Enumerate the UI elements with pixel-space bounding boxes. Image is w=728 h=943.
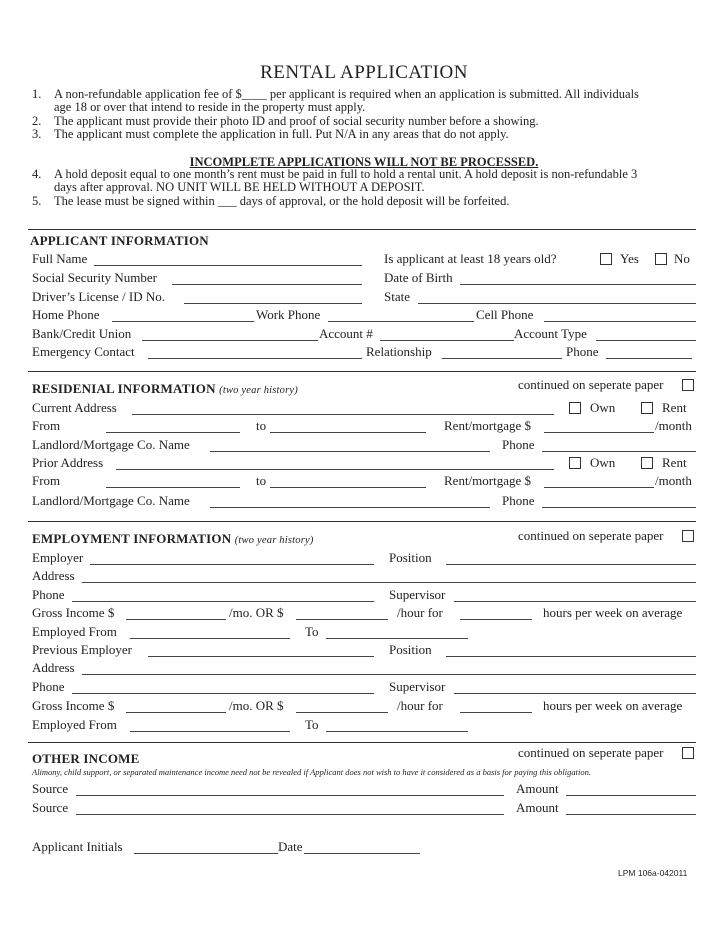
- account-type-field[interactable]: [596, 340, 696, 341]
- prior-own-checkbox[interactable]: [569, 457, 581, 469]
- employed-from-label: Employed From: [32, 624, 117, 639]
- applicant-heading: APPLICANT INFORMATION: [30, 233, 209, 248]
- hours-per-week-field[interactable]: [460, 619, 532, 620]
- prior-landlord-field[interactable]: [210, 507, 490, 508]
- prior-from-field[interactable]: [106, 487, 240, 488]
- age-yes-checkbox[interactable]: [600, 253, 612, 265]
- previous-supervisor-label: Supervisor: [389, 679, 446, 694]
- rule-1: 1. A non-refundable application fee of $____ per applicant is required when an application is submitted. All individuals: [32, 87, 639, 101]
- emergency-label: Emergency Contact: [32, 344, 135, 359]
- current-landlord-field[interactable]: [210, 451, 490, 452]
- current-landlord-phone-field[interactable]: [542, 451, 696, 452]
- gross-income-hourly-field[interactable]: [296, 619, 388, 620]
- rule-5: 5. The lease must be signed within ___ days of approval, or the hold deposit will be forfeited.: [32, 194, 510, 208]
- current-per-month-label: /month: [655, 418, 692, 433]
- emergency-phone-field[interactable]: [606, 358, 692, 359]
- home-phone-label: Home Phone: [32, 307, 100, 322]
- rule-2: 2. The applicant must provide their photo ID and proof of social security number before a showing.: [32, 114, 539, 128]
- ssn-label: Social Security Number: [32, 270, 157, 285]
- state-label: State: [384, 289, 410, 304]
- work-phone-label: Work Phone: [256, 307, 321, 322]
- rule-1-cont: age 18 or over that intend to reside in the property must apply.: [54, 100, 366, 114]
- applicant-initials-field[interactable]: [134, 853, 278, 854]
- previous-employed-to-label: To: [305, 717, 319, 732]
- amount-1-field[interactable]: [566, 795, 696, 796]
- account-type-label: Account Type: [514, 326, 587, 341]
- employer-field[interactable]: [90, 564, 374, 565]
- full-name-label: Full Name: [32, 251, 88, 266]
- current-rent-mortgage-field[interactable]: [544, 432, 654, 433]
- previous-supervisor-field[interactable]: [454, 693, 696, 694]
- rule-4: 4. A hold deposit equal to one month’s rent must be paid in full to hold a rental unit. A hold deposit is non-refundable 3: [32, 167, 638, 181]
- employer-supervisor-field[interactable]: [454, 601, 696, 602]
- employer-address-field[interactable]: [82, 582, 696, 583]
- previous-employer-field[interactable]: [148, 656, 374, 657]
- previous-hours-per-week-label: hours per week on average: [543, 698, 683, 713]
- relationship-field[interactable]: [442, 358, 562, 359]
- previous-employed-from-field[interactable]: [130, 731, 290, 732]
- employed-to-field[interactable]: [326, 638, 468, 639]
- rule-3: 3. The applicant must complete the application in full. Put N/A in any areas that do not apply.: [32, 127, 509, 141]
- section-divider: [28, 521, 696, 522]
- page-title: RENTAL APPLICATION: [260, 62, 468, 83]
- emergency-field[interactable]: [148, 358, 362, 359]
- hours-per-week-label: hours per week on average: [543, 605, 683, 620]
- previous-hours-per-week-field[interactable]: [460, 712, 532, 713]
- previous-address-field[interactable]: [82, 674, 696, 675]
- current-rent-label: Rent: [662, 400, 687, 415]
- previous-hour-for-label: /hour for: [397, 698, 443, 713]
- form-code: LPM 106a-042011: [618, 868, 688, 878]
- current-landlord-phone-label: Phone: [502, 437, 535, 452]
- current-rent-checkbox[interactable]: [641, 402, 653, 414]
- source-2-label: Source: [32, 800, 69, 815]
- rule-4-cont: days after approval. NO UNIT WILL BE HELD WITHOUT A DEPOSIT.: [54, 180, 425, 194]
- employer-address-label: Address: [32, 568, 75, 583]
- work-phone-field[interactable]: [328, 321, 474, 322]
- license-label: Driver’s License / ID No.: [32, 289, 165, 304]
- current-landlord-label: Landlord/Mortgage Co. Name: [32, 437, 190, 452]
- other-income-note: Alimony, child support, or separated maintenance income need not be revealed if Applicant does not wish to have it considered as a basis for paying this obligation.: [32, 767, 591, 777]
- employment-continued-label: continued on seperate paper: [518, 528, 664, 543]
- prior-landlord-phone-label: Phone: [502, 493, 535, 508]
- employment-heading: EMPLOYMENT INFORMATION (two year history): [32, 531, 314, 546]
- full-name-field[interactable]: [94, 265, 362, 266]
- home-phone-field[interactable]: [112, 321, 254, 322]
- prior-rent-mortgage-label: Rent/mortgage $: [444, 473, 532, 488]
- previous-gross-income-monthly-field[interactable]: [126, 712, 226, 713]
- previous-mo-or-label: /mo. OR $: [229, 698, 284, 713]
- employer-supervisor-label: Supervisor: [389, 587, 446, 602]
- dob-field[interactable]: [460, 284, 696, 285]
- residential-continued-checkbox[interactable]: [682, 379, 694, 391]
- other-income-continued-label: continued on seperate paper: [518, 745, 664, 760]
- gross-income-monthly-field[interactable]: [126, 619, 226, 620]
- prior-per-month-label: /month: [655, 473, 692, 488]
- previous-employer-label: Previous Employer: [32, 642, 133, 657]
- cell-phone-field[interactable]: [544, 321, 696, 322]
- prior-own-label: Own: [590, 455, 616, 470]
- hour-for-label: /hour for: [397, 605, 443, 620]
- employed-to-label: To: [305, 624, 319, 639]
- amount-2-field[interactable]: [566, 814, 696, 815]
- source-1-field[interactable]: [76, 795, 504, 796]
- prior-address-field[interactable]: [116, 469, 554, 470]
- current-address-field[interactable]: [132, 414, 554, 415]
- incomplete-warning: INCOMPLETE APPLICATIONS WILL NOT BE PROCESSED.: [189, 155, 539, 169]
- previous-employed-from-label: Employed From: [32, 717, 117, 732]
- current-to-label: to: [256, 418, 267, 433]
- employer-phone-label: Phone: [32, 587, 65, 602]
- gross-income-label: Gross Income $: [32, 605, 115, 620]
- prior-from-label: From: [32, 473, 61, 488]
- prior-to-label: to: [256, 473, 267, 488]
- residential-continued-label: continued on seperate paper: [518, 377, 664, 392]
- prior-address-label: Prior Address: [32, 455, 104, 470]
- gross-income-mo-or-label: /mo. OR $: [229, 605, 284, 620]
- current-own-label: Own: [590, 400, 616, 415]
- section-divider: [28, 229, 696, 230]
- prior-landlord-phone-field[interactable]: [542, 507, 696, 508]
- employer-position-label: Position: [389, 550, 432, 565]
- previous-phone-field[interactable]: [72, 693, 374, 694]
- ssn-field[interactable]: [172, 284, 362, 285]
- cell-phone-label: Cell Phone: [476, 307, 534, 322]
- section-divider: [28, 742, 696, 743]
- age-question-label: Is applicant at least 18 years old?: [384, 251, 557, 266]
- relationship-label: Relationship: [366, 344, 432, 359]
- current-from-field[interactable]: [106, 432, 240, 433]
- residential-heading: RESIDENIAL INFORMATION (two year history): [32, 381, 298, 396]
- employed-from-field[interactable]: [130, 638, 290, 639]
- date-field[interactable]: [304, 853, 420, 854]
- source-1-label: Source: [32, 781, 69, 796]
- other-income-continued-checkbox[interactable]: [682, 747, 694, 759]
- previous-phone-label: Phone: [32, 679, 65, 694]
- dob-label: Date of Birth: [384, 270, 453, 285]
- license-field[interactable]: [184, 303, 362, 304]
- previous-position-field[interactable]: [446, 656, 696, 657]
- previous-address-label: Address: [32, 660, 75, 675]
- previous-gross-income-hourly-field[interactable]: [296, 712, 388, 713]
- source-2-field[interactable]: [76, 814, 504, 815]
- prior-rent-mortgage-field[interactable]: [544, 487, 654, 488]
- current-own-checkbox[interactable]: [569, 402, 581, 414]
- current-rent-mortgage-label: Rent/mortgage $: [444, 418, 532, 433]
- employer-position-field[interactable]: [446, 564, 696, 565]
- section-divider: [28, 371, 696, 372]
- amount-1-label: Amount: [516, 781, 559, 796]
- applicant-initials-label: Applicant Initials: [32, 839, 123, 854]
- account-field[interactable]: [380, 340, 514, 341]
- current-to-field[interactable]: [270, 432, 426, 433]
- employment-continued-checkbox[interactable]: [682, 530, 694, 542]
- prior-to-field[interactable]: [270, 487, 426, 488]
- amount-2-label: Amount: [516, 800, 559, 815]
- other-income-heading: OTHER INCOME: [32, 751, 140, 766]
- date-label: Date: [278, 839, 303, 854]
- age-no-checkbox[interactable]: [655, 253, 667, 265]
- prior-landlord-label: Landlord/Mortgage Co. Name: [32, 493, 190, 508]
- bank-label: Bank/Credit Union: [32, 326, 132, 341]
- prior-rent-label: Rent: [662, 455, 687, 470]
- age-yes-label: Yes: [620, 251, 639, 266]
- state-field[interactable]: [418, 303, 696, 304]
- previous-employed-to-field[interactable]: [326, 731, 468, 732]
- account-label: Account #: [319, 326, 373, 341]
- emergency-phone-label: Phone: [566, 344, 599, 359]
- current-address-label: Current Address: [32, 400, 117, 415]
- bank-field[interactable]: [142, 340, 318, 341]
- age-no-label: No: [674, 251, 690, 266]
- employer-phone-field[interactable]: [72, 601, 374, 602]
- previous-gross-income-label: Gross Income $: [32, 698, 115, 713]
- prior-rent-checkbox[interactable]: [641, 457, 653, 469]
- previous-position-label: Position: [389, 642, 432, 657]
- employer-label: Employer: [32, 550, 84, 565]
- current-from-label: From: [32, 418, 61, 433]
